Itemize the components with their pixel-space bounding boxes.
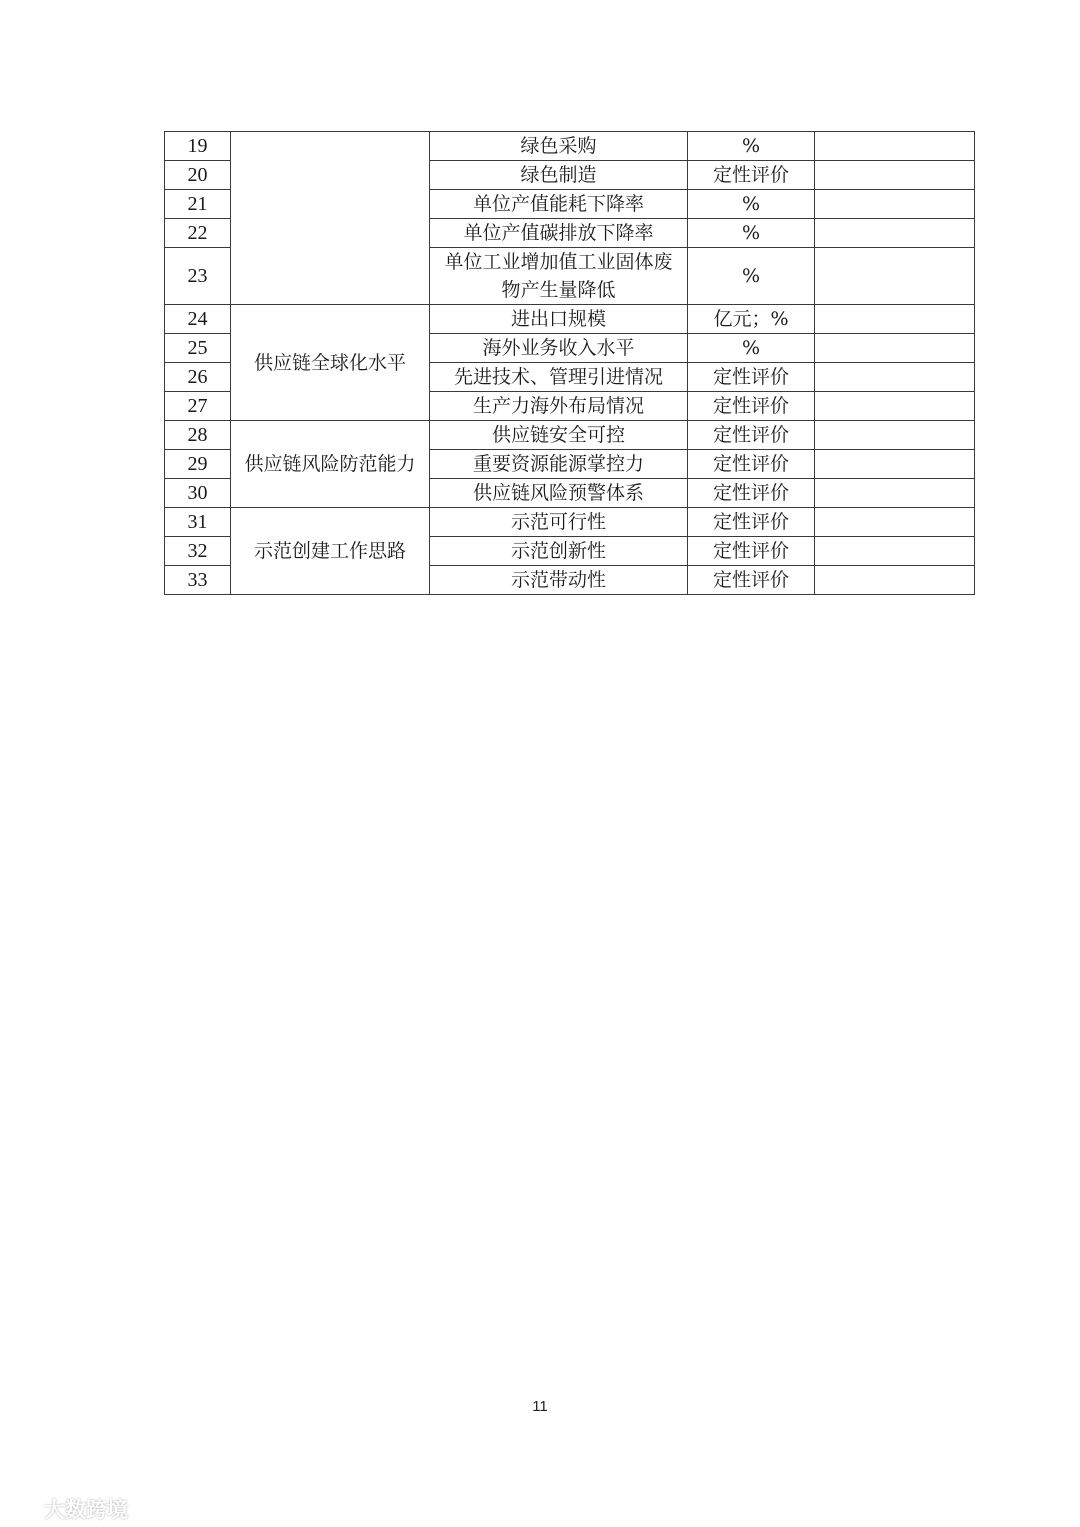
unit-cell: % <box>688 190 815 219</box>
unit-cell: 亿元；% <box>688 305 815 334</box>
row-number: 23 <box>165 248 231 305</box>
indicator-cell: 供应链安全可控 <box>430 421 688 450</box>
score-cell <box>815 508 975 537</box>
score-cell <box>815 334 975 363</box>
unit-cell: % <box>688 248 815 305</box>
unit-cell: 定性评价 <box>688 537 815 566</box>
score-cell <box>815 305 975 334</box>
table-row <box>165 305 975 334</box>
category-cell: 供应链风险防范能力 <box>231 421 430 508</box>
score-cell <box>815 421 975 450</box>
indicator-cell: 重要资源能源掌控力 <box>430 450 688 479</box>
indicator-cell: 示范可行性 <box>430 508 688 537</box>
score-cell <box>815 566 975 595</box>
indicator-table <box>164 131 975 595</box>
table-row <box>165 132 975 161</box>
unit-cell: % <box>688 132 815 161</box>
score-cell <box>815 219 975 248</box>
category-cell-empty <box>231 132 430 305</box>
unit-cell: 定性评价 <box>688 161 815 190</box>
row-number: 20 <box>165 161 231 190</box>
unit-cell: % <box>688 219 815 248</box>
row-number: 24 <box>165 305 231 334</box>
row-number: 30 <box>165 479 231 508</box>
score-cell <box>815 248 975 305</box>
indicator-cell: 示范带动性 <box>430 566 688 595</box>
row-number: 25 <box>165 334 231 363</box>
row-number: 28 <box>165 421 231 450</box>
indicator-cell: 生产力海外布局情况 <box>430 392 688 421</box>
score-cell <box>815 479 975 508</box>
watermark-text: 大数跨境 <box>44 1498 128 1522</box>
unit-cell: 定性评价 <box>688 363 815 392</box>
indicator-cell: 进出口规模 <box>430 305 688 334</box>
row-number: 27 <box>165 392 231 421</box>
indicator-cell: 海外业务收入水平 <box>430 334 688 363</box>
score-cell <box>815 363 975 392</box>
category-cell: 供应链全球化水平 <box>231 305 430 421</box>
unit-cell: 定性评价 <box>688 392 815 421</box>
table-row <box>165 508 975 537</box>
indicator-cell: 示范创新性 <box>430 537 688 566</box>
row-number: 29 <box>165 450 231 479</box>
row-number: 21 <box>165 190 231 219</box>
row-number: 26 <box>165 363 231 392</box>
indicator-cell: 供应链风险预警体系 <box>430 479 688 508</box>
category-cell: 示范创建工作思路 <box>231 508 430 595</box>
indicator-cell: 单位产值碳排放下降率 <box>430 219 688 248</box>
unit-cell: % <box>688 334 815 363</box>
weibo-logo-icon <box>14 1498 40 1520</box>
unit-cell: 定性评价 <box>688 421 815 450</box>
table-row <box>165 421 975 450</box>
indicator-cell: 绿色制造 <box>430 161 688 190</box>
page-number: 11 <box>532 1398 548 1415</box>
row-number: 31 <box>165 508 231 537</box>
score-cell <box>815 132 975 161</box>
score-cell <box>815 392 975 421</box>
row-number: 22 <box>165 219 231 248</box>
indicator-cell: 单位工业增加值工业固体废物产生量降低 <box>430 248 688 305</box>
indicator-cell: 先进技术、管理引进情况 <box>430 363 688 392</box>
row-number: 33 <box>165 566 231 595</box>
indicator-cell: 单位产值能耗下降率 <box>430 190 688 219</box>
score-cell <box>815 537 975 566</box>
unit-cell: 定性评价 <box>688 450 815 479</box>
score-cell <box>815 161 975 190</box>
watermark <box>14 1494 128 1524</box>
indicator-cell: 绿色采购 <box>430 132 688 161</box>
score-cell <box>815 450 975 479</box>
row-number: 32 <box>165 537 231 566</box>
row-number: 19 <box>165 132 231 161</box>
unit-cell: 定性评价 <box>688 566 815 595</box>
score-cell <box>815 190 975 219</box>
unit-cell: 定性评价 <box>688 479 815 508</box>
unit-cell: 定性评价 <box>688 508 815 537</box>
